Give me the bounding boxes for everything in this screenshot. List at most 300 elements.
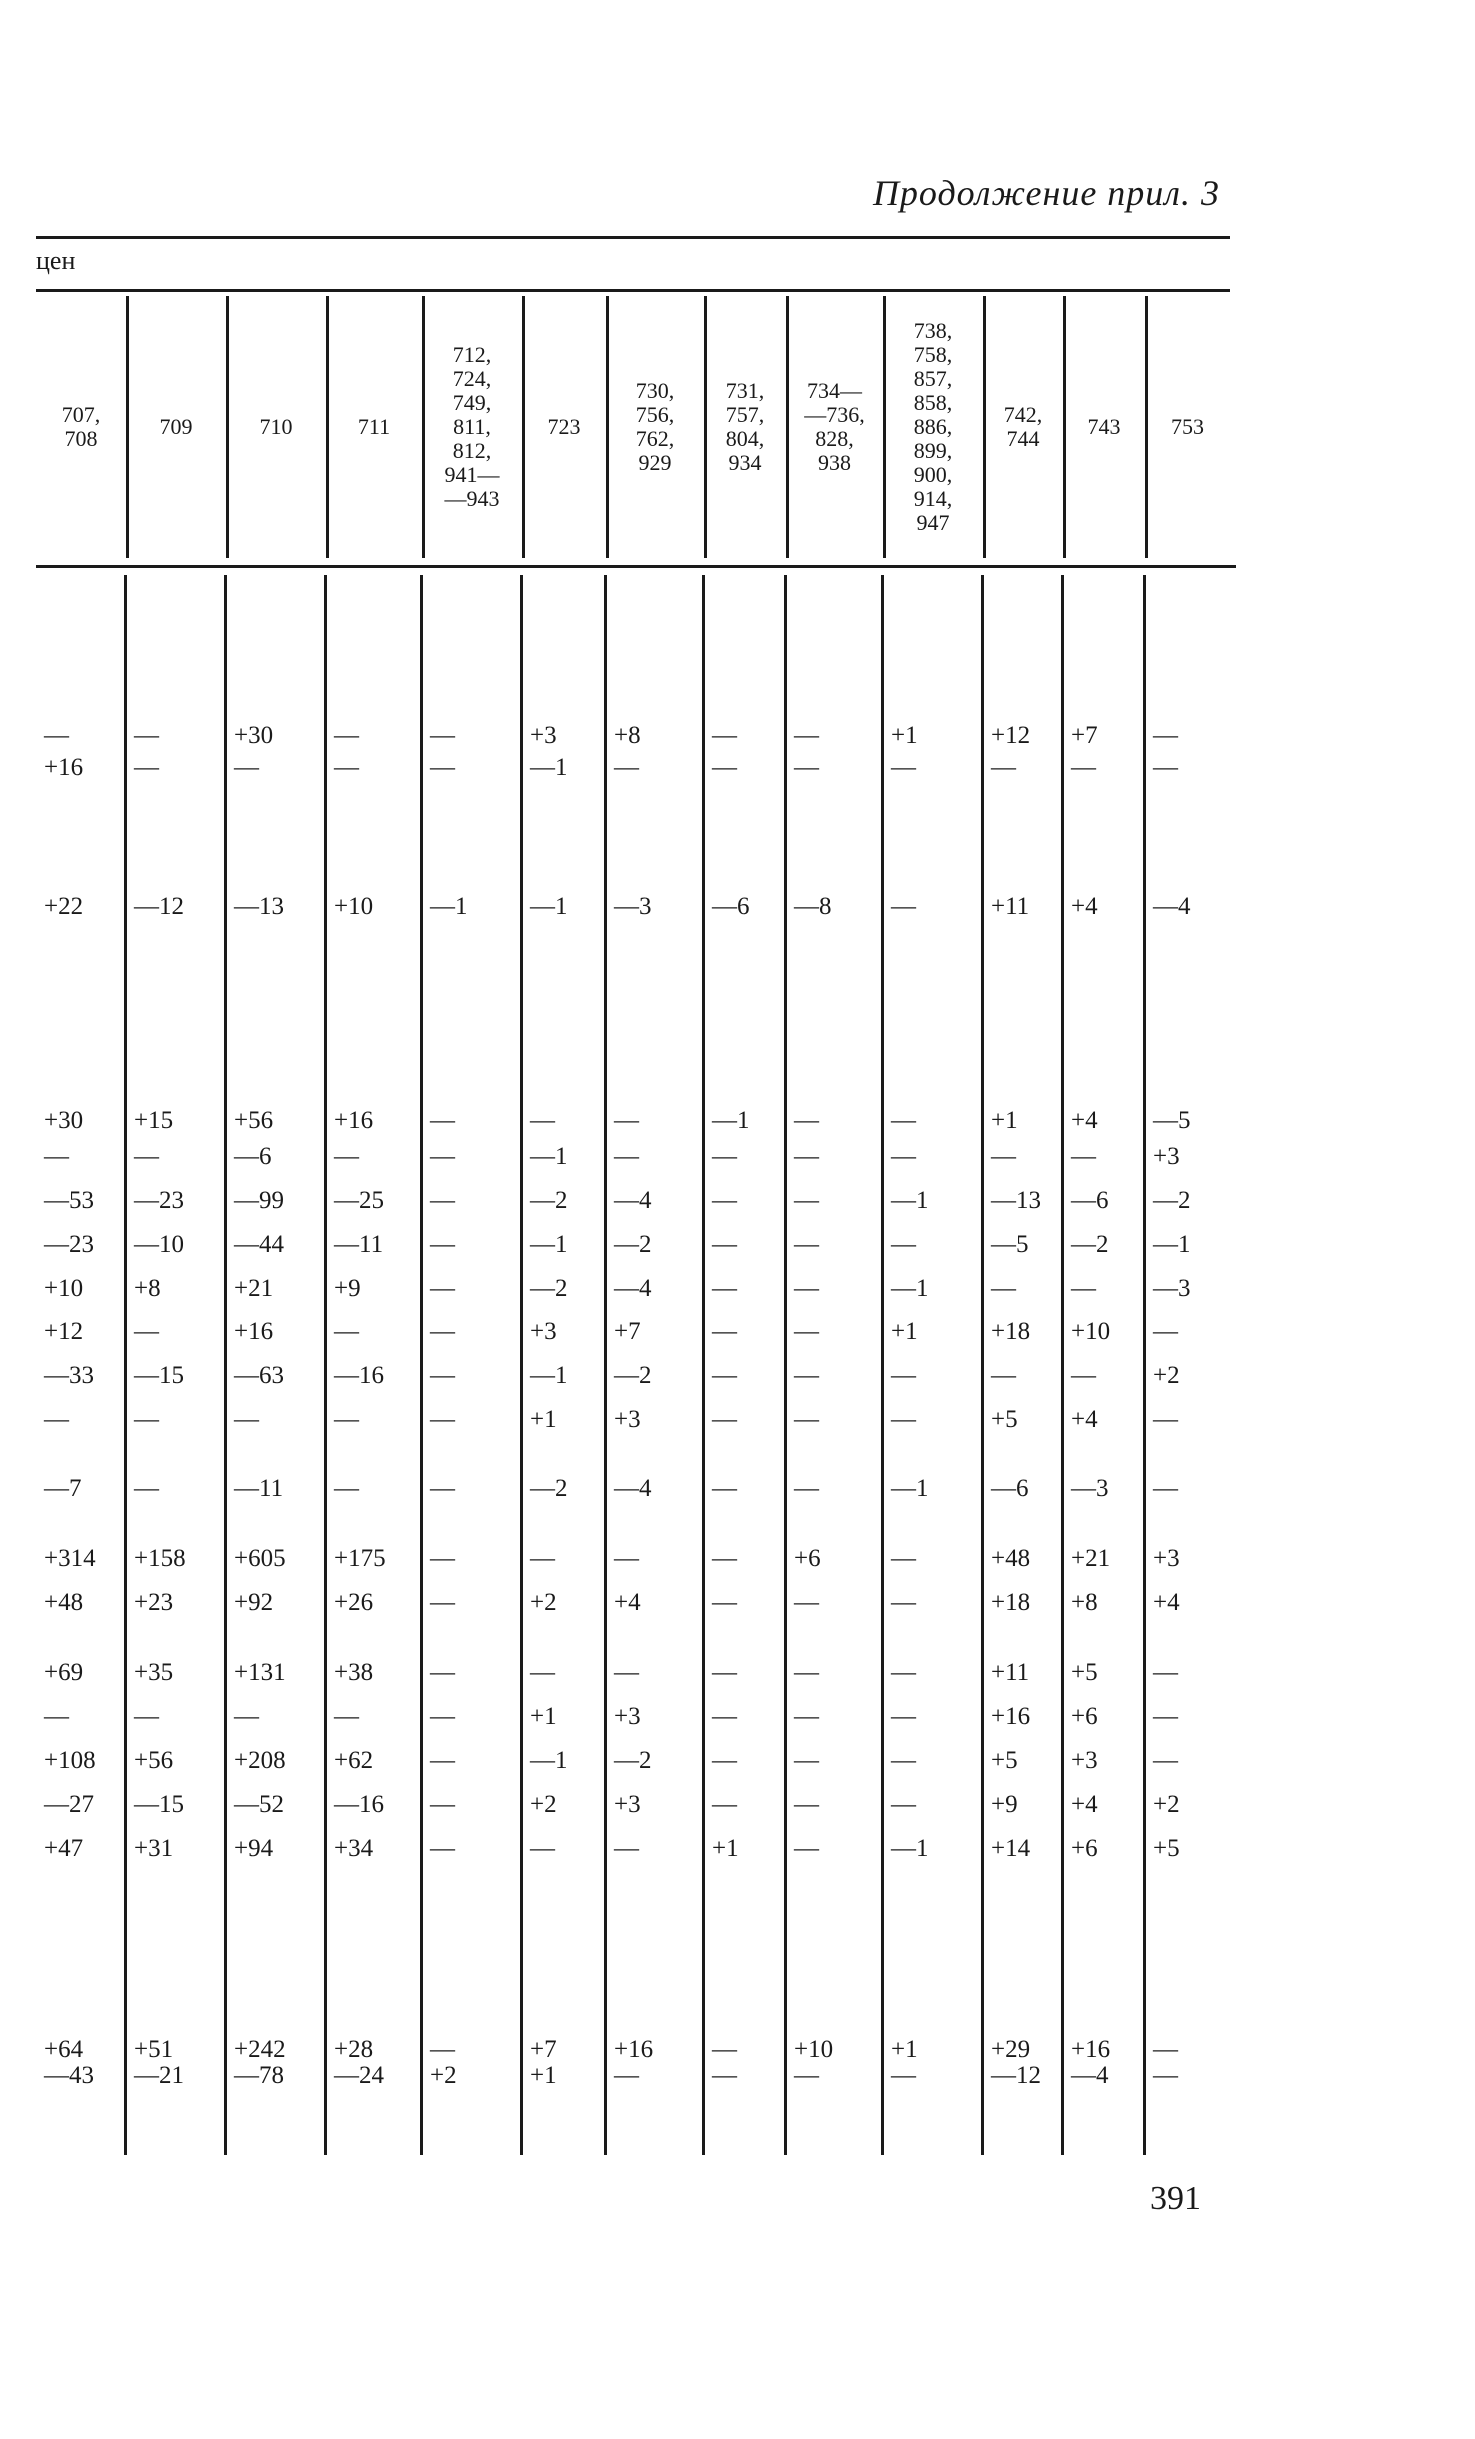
body-column-divider [1143,575,1146,2155]
table-cell: — [334,1703,359,1730]
table-cell: — [614,754,639,781]
table-cell: +51 [134,2036,174,2063]
table-cell: +62 [334,1747,374,1774]
table-cell: — [530,1545,555,1572]
table-cell: — [891,1659,916,1686]
body-column-divider [124,575,127,2155]
table-cell: +30 [234,722,274,749]
table-cell: — [1153,754,1178,781]
table-cell: +4 [1071,893,1098,920]
table-cell: — [794,1703,819,1730]
table-cell: +1 [991,1107,1018,1134]
table-cell: —5 [991,1231,1029,1258]
table-cell: — [712,1187,737,1214]
table-cell: —12 [134,893,184,920]
table-cell: — [891,2062,916,2089]
table-cell: +94 [234,1835,274,1862]
table-cell: —11 [234,1475,284,1502]
table-cell: —6 [234,1143,272,1170]
table-cell: —6 [991,1475,1029,1502]
table-cell: +4 [1153,1589,1180,1616]
column-header: 710 [259,414,293,439]
body-column-divider [784,575,787,2155]
table-cell: — [1071,1362,1096,1389]
table-cell: —1 [530,1231,568,1258]
table-cell: — [44,1703,69,1730]
table-cell: +208 [234,1747,286,1774]
table-cell: —1 [530,1362,568,1389]
table-cell: — [712,1659,737,1686]
table-cell: +47 [44,1835,84,1862]
table-cell: —4 [614,1275,652,1302]
column-header: 742, 744 [1003,402,1043,451]
table-cell: —1 [530,1143,568,1170]
table-cell: —13 [991,1187,1041,1214]
table-cell: +12 [991,722,1031,749]
table-cell: — [712,2036,737,2063]
column-header: 709 [159,414,193,439]
table-cell: — [430,1747,455,1774]
header-fragment-label: цен [36,246,76,275]
table-cell: — [1153,2062,1178,2089]
table-cell: +2 [1153,1791,1180,1818]
table-cell: — [1153,2036,1178,2063]
header-bottom-rule [36,565,1236,568]
table-cell: +12 [44,1318,84,1345]
table-cell: — [794,754,819,781]
table-cell: — [794,1187,819,1214]
table-cell: — [1153,1703,1178,1730]
body-column-divider [520,575,523,2155]
table-cell: — [430,1143,455,1170]
table-cell: — [794,1143,819,1170]
table-cell: +8 [1071,1589,1098,1616]
table-cell: — [1153,1406,1178,1433]
table-cell: —6 [1071,1187,1109,1214]
column-header: 712, 724, 749, 811, 812, 941— —943 [444,342,500,511]
table-cell: — [891,1791,916,1818]
table-cell: +4 [1071,1791,1098,1818]
table-cell: — [794,1275,819,1302]
table-cell: — [334,722,359,749]
table-cell: —27 [44,1791,94,1818]
table-cell: +31 [134,1835,174,1862]
table-cell: —1 [891,1275,929,1302]
table-cell: —11 [334,1231,384,1258]
table-cell: +3 [1071,1747,1098,1774]
table-cell: — [44,722,69,749]
table-cell: — [712,1703,737,1730]
body-column-divider [702,575,705,2155]
table-cell: +3 [1153,1545,1180,1572]
table-cell: —3 [614,893,652,920]
table-cell: +7 [530,2036,557,2063]
column-header: 730, 756, 762, 929 [635,378,675,475]
table-cell: —2 [614,1362,652,1389]
table-cell: —1 [1153,1231,1191,1258]
table-cell: — [1071,754,1096,781]
column-header: 731, 757, 804, 934 [725,378,765,475]
table-cell: +10 [1071,1318,1111,1345]
page-number: 391 [1150,2180,1201,2217]
table-cell: — [614,1835,639,1862]
table-cell: +28 [334,2036,374,2063]
table-cell: —2 [614,1747,652,1774]
table-cell: +1 [891,722,918,749]
table-cell: +16 [614,2036,654,2063]
table-cell: —53 [44,1187,94,1214]
table-cell: +3 [614,1703,641,1730]
table-cell: —63 [234,1362,284,1389]
table-cell: — [430,1791,455,1818]
table-cell: — [430,1545,455,1572]
body-column-divider [881,575,884,2155]
table-cell: — [712,1143,737,1170]
table-cell: — [430,1231,455,1258]
table-cell: +34 [334,1835,374,1862]
table-cell: +48 [991,1545,1031,1572]
table-cell: — [1153,1318,1178,1345]
body-column-divider [604,575,607,2155]
table-cell: +29 [991,2036,1031,2063]
table-cell: +21 [1071,1545,1111,1572]
table-cell: +7 [614,1318,641,1345]
table-cell: — [430,1589,455,1616]
table-cell: — [1153,1747,1178,1774]
table-cell: — [891,1231,916,1258]
table-cell: — [430,1475,455,1502]
table-cell: — [712,1362,737,1389]
table-cell: +10 [334,893,374,920]
table-cell: — [712,1791,737,1818]
table-cell: +38 [334,1659,374,1686]
table-cell: —33 [44,1362,94,1389]
body-column-divider [224,575,227,2155]
table-cell: —44 [234,1231,284,1258]
table-cell: — [794,1107,819,1134]
table-cell: +9 [334,1275,361,1302]
table-cell: — [712,1475,737,1502]
table-cell: +605 [234,1545,286,1572]
body-column-divider [981,575,984,2155]
table-cell: +5 [1153,1835,1180,1862]
table-cell: +69 [44,1659,84,1686]
table-cell: +4 [1071,1107,1098,1134]
table-cell: — [234,1703,259,1730]
table-cell: +16 [334,1107,374,1134]
table-cell: —15 [134,1791,184,1818]
table-cell: +56 [234,1107,274,1134]
table-cell: — [334,754,359,781]
table-cell: — [134,722,159,749]
table-cell: +242 [234,2036,286,2063]
table-cell: — [430,1275,455,1302]
table-cell: +4 [614,1589,641,1616]
table-cell: +5 [1071,1659,1098,1686]
table-cell: — [614,1143,639,1170]
table-cell: +48 [44,1589,84,1616]
table-cell: +1 [530,1703,557,1730]
table-cell: — [794,2062,819,2089]
table-cell: — [234,754,259,781]
table-cell: — [891,1362,916,1389]
table-cell: — [430,1318,455,1345]
table-cell: — [991,1275,1016,1302]
table-cell: — [712,1545,737,1572]
table-cell: — [794,1791,819,1818]
column-header: 753 [1171,414,1204,439]
table-cell: +158 [134,1545,186,1572]
table-cell: — [712,722,737,749]
table-cell: — [794,1406,819,1433]
table-cell: —4 [614,1187,652,1214]
table-cell: — [991,754,1016,781]
table-cell: — [712,754,737,781]
table-cell: —10 [134,1231,184,1258]
table-cell: +3 [614,1406,641,1433]
table-cell: — [430,722,455,749]
table-cell: —13 [234,893,284,920]
body-column-divider [420,575,423,2155]
table-cell: —24 [334,2062,384,2089]
table-cell: —16 [334,1791,384,1818]
table-cell: — [430,1835,455,1862]
table-cell: — [134,1406,159,1433]
body-column-divider [1061,575,1064,2155]
table-cell: +11 [991,893,1030,920]
table-cell: +9 [991,1791,1018,1818]
table-cell: — [794,1475,819,1502]
table-cell: —5 [1153,1107,1191,1134]
table-cell: — [614,2062,639,2089]
table-cell: — [991,1362,1016,1389]
table-cell: — [712,1231,737,1258]
table-cell: +14 [991,1835,1031,1862]
table-cell: +108 [44,1747,96,1774]
table-cell: +7 [1071,722,1098,749]
table-cell: +56 [134,1747,174,1774]
table-cell: —21 [134,2062,184,2089]
table-cell: +92 [234,1589,274,1616]
table-cell: —1 [530,893,568,920]
table-cell: +3 [614,1791,641,1818]
column-header: 734— —736, 828, 938 [804,378,865,475]
table-cell: —52 [234,1791,284,1818]
table-cell: — [614,1659,639,1686]
table-cell: — [1071,1275,1096,1302]
table-cell: +6 [1071,1703,1098,1730]
table-cell: — [430,754,455,781]
table-cell: — [430,1406,455,1433]
table-cell: — [891,1143,916,1170]
table-cell: —1 [891,1475,929,1502]
table-cell: — [712,1318,737,1345]
table-cell: +35 [134,1659,174,1686]
table-cell: — [712,1747,737,1774]
column-header: 723 [547,414,581,439]
table-cell: — [891,1589,916,1616]
table-cell: —78 [234,2062,284,2089]
table-cell: +18 [991,1318,1031,1345]
table-cell: —1 [891,1187,929,1214]
table-cell: —3 [1071,1475,1109,1502]
table-cell: — [794,1835,819,1862]
table-cell: +16 [44,754,84,781]
table-cell: +15 [134,1107,174,1134]
table-cell: — [234,1406,259,1433]
table-cell: +1 [530,1406,557,1433]
table-cell: — [334,1475,359,1502]
table-cell: +8 [614,722,641,749]
table-cell: +21 [234,1275,274,1302]
table-cell: — [712,1589,737,1616]
table-cell: — [134,754,159,781]
table-cell: — [1071,1143,1096,1170]
table-cell: +4 [1071,1406,1098,1433]
table-cell: +22 [44,893,84,920]
table-cell: — [991,1143,1016,1170]
header-top-rule [36,289,1230,292]
table-cell: —8 [794,893,832,920]
table-cell: —4 [1071,2062,1109,2089]
table-cell: +8 [134,1275,161,1302]
table-cell: —23 [134,1187,184,1214]
table-cell: —4 [1153,893,1191,920]
table-cell: — [44,1406,69,1433]
table-cell: —16 [334,1362,384,1389]
table-cell: +16 [991,1703,1031,1730]
table-cell: — [891,1545,916,1572]
table-cell: —1 [530,1747,568,1774]
table-cell: —99 [234,1187,284,1214]
table-cell: — [134,1318,159,1345]
table-cell: — [430,1187,455,1214]
column-header: 738, 758, 857, 858, 886, 899, 900, 914, 947 [913,318,953,535]
table-cell: — [430,1362,455,1389]
table-cell: — [891,1406,916,1433]
table-cell: +3 [530,722,557,749]
table-cell: — [134,1475,159,1502]
table-cell: — [530,1659,555,1686]
table-cell: — [430,2036,455,2063]
table-cell: +16 [234,1318,274,1345]
table-cell: +131 [234,1659,286,1686]
table-cell: —1 [712,1107,750,1134]
table-cell: +1 [530,2062,557,2089]
table-cell: +10 [794,2036,834,2063]
table-cell: — [134,1703,159,1730]
table-cell: — [1153,722,1178,749]
table-cell: — [614,1107,639,1134]
table-cell: —2 [1153,1187,1191,1214]
table-cell: —4 [614,1475,652,1502]
table-cell: — [712,2062,737,2089]
table-cell: —23 [44,1231,94,1258]
table-cell: — [794,1231,819,1258]
table-cell: —12 [991,2062,1041,2089]
table-cell: —2 [614,1231,652,1258]
table-cell: — [334,1406,359,1433]
table-cell: +3 [1153,1143,1180,1170]
table-cell: —3 [1153,1275,1191,1302]
table-cell: — [794,1362,819,1389]
table-cell: +314 [44,1545,96,1572]
continuation-caption: Продолжение прил. 3 [872,173,1220,213]
top-rule [36,236,1230,239]
table-cell: — [614,1545,639,1572]
table-cell: — [794,1747,819,1774]
table-cell: +10 [44,1275,84,1302]
table-cell: —2 [530,1475,568,1502]
table-cell: +23 [134,1589,174,1616]
table-cell: — [134,1143,159,1170]
table-cell: +175 [334,1545,386,1572]
column-header: 743 [1087,414,1121,439]
table-cell: — [712,1406,737,1433]
table-cell: —2 [530,1187,568,1214]
table-cell: —2 [530,1275,568,1302]
table-cell: —43 [44,2062,94,2089]
table-cell: +18 [991,1589,1031,1616]
table-cell: —15 [134,1362,184,1389]
table-cell: —1 [430,893,468,920]
table-cell: +2 [530,1589,557,1616]
table-cell: — [530,1835,555,1862]
table-cell: — [1153,1475,1178,1502]
table-cell: — [530,1107,555,1134]
table-cell: — [430,1659,455,1686]
table-cell: — [891,893,916,920]
table-cell: — [794,722,819,749]
table-cell: — [891,1107,916,1134]
table-cell: +11 [991,1659,1030,1686]
table-cell: — [891,754,916,781]
column-header: 707, 708 [61,402,101,451]
table-cell: — [1153,1659,1178,1686]
table-cell: +2 [530,1791,557,1818]
table-cell: —1 [891,1835,929,1862]
table-cell: — [794,1589,819,1616]
table-cell: —7 [44,1475,82,1502]
table-cell: +6 [1071,1835,1098,1862]
table-cell: —1 [530,754,568,781]
table-cell: — [44,1143,69,1170]
table-cell: +5 [991,1747,1018,1774]
table-cell: +26 [334,1589,374,1616]
table-cell: — [712,1275,737,1302]
table-cell: —25 [334,1187,384,1214]
table-cell: — [891,1703,916,1730]
table-cell: +3 [530,1318,557,1345]
table-cell: — [891,1747,916,1774]
body-column-divider [324,575,327,2155]
table-cell: +2 [430,2062,457,2089]
table-cell: +30 [44,1107,84,1134]
table-cell: +1 [712,1835,739,1862]
table-cell: +1 [891,2036,918,2063]
table-cell: — [430,1107,455,1134]
table-cell: — [794,1318,819,1345]
table-cell: +1 [891,1318,918,1345]
table-cell: — [334,1143,359,1170]
table-cell: — [430,1703,455,1730]
table-cell: +5 [991,1406,1018,1433]
table-cell: +2 [1153,1362,1180,1389]
table-cell: —6 [712,893,750,920]
table-cell: — [334,1318,359,1345]
table-cell: — [794,1659,819,1686]
table-cell: +64 [44,2036,84,2063]
